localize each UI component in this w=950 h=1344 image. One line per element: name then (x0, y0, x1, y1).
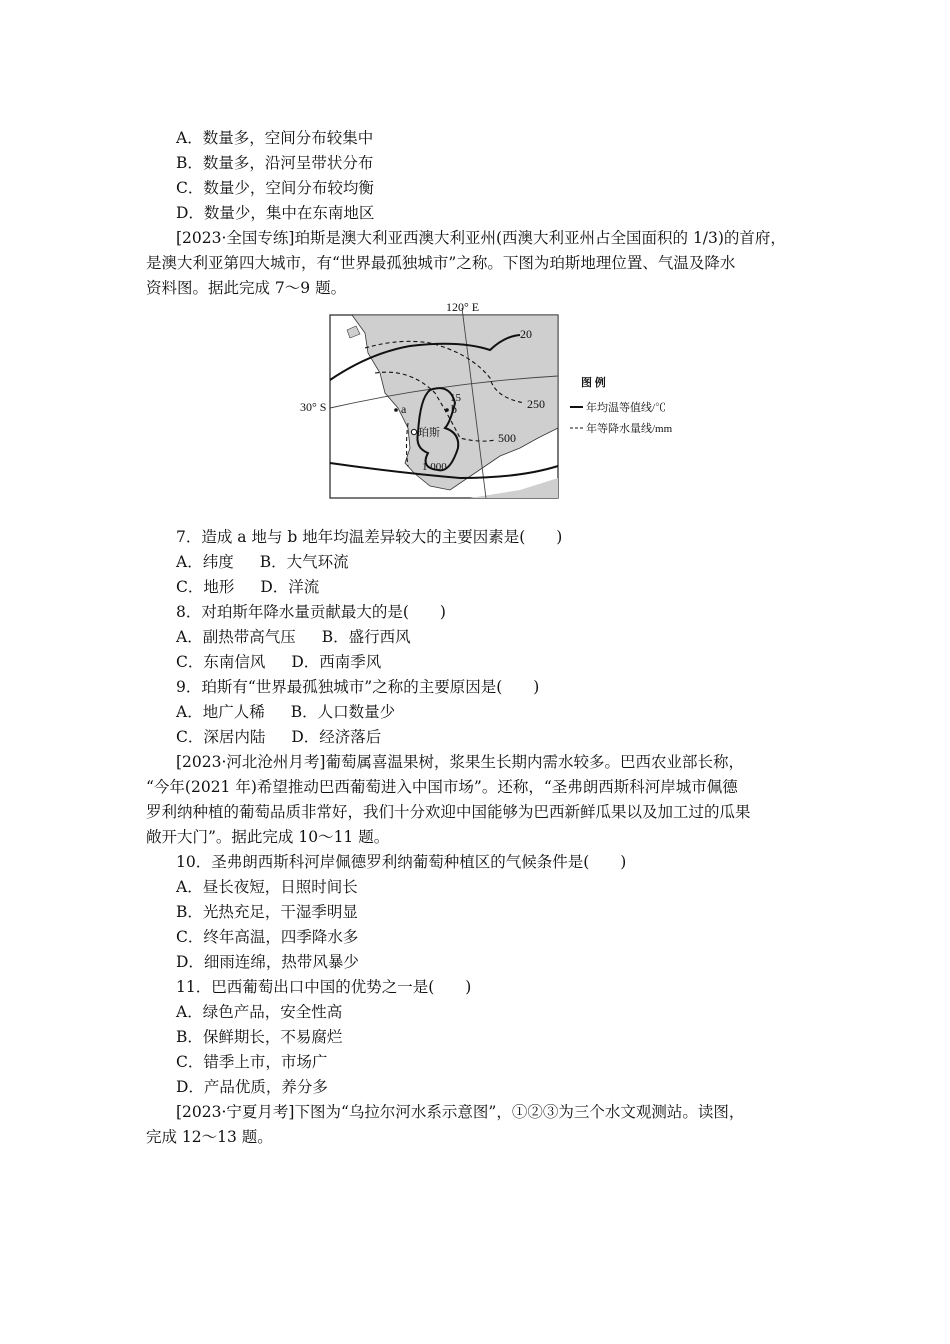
isohyet-250-label: 250 (527, 397, 545, 411)
isotherm-15-label: 15 (450, 392, 461, 404)
q10-option-c: C．终年高温，四季降水多 (176, 928, 359, 946)
point-b-label: b (451, 402, 457, 416)
legend-isohyet-label: 年等降水量线/mm (586, 423, 673, 435)
q9-stem: 9．珀斯有“世界最孤独城市”之称的主要原因是( ) (176, 678, 540, 696)
latitude-label: 30° S (300, 400, 327, 414)
q6-option-c: C．数量少，空间分布较均衡 (176, 179, 374, 197)
perth-marker (411, 429, 416, 434)
legend-isotherm-label: 年均温等值线/℃ (586, 402, 667, 414)
q8-options-ab (176, 627, 411, 647)
q11-stem: 11．巴西葡萄出口中国的优势之一是( ) (176, 978, 472, 996)
q7-stem: 7．造成 a 地与 b 地年均温差异较大的主要因素是( ) (176, 528, 563, 546)
q7-option-d: D．洋流 (260, 578, 320, 596)
q8-options-cd (176, 652, 381, 672)
intro-12-13-line2: 完成 12～13 题。 (146, 1128, 273, 1146)
q9-options-cd (176, 727, 381, 747)
intro-10-11-line1: [2023·河北沧州月考]葡萄属喜温果树，浆果生长期内需水较多。巴西农业部长称， (176, 753, 744, 771)
q9-option-c: C．深居内陆 (176, 728, 266, 746)
q11-option-d: D．产品优质，养分多 (176, 1078, 328, 1096)
intro-7-9-line2: 是澳大利亚第四大城市，有“世界最孤独城市”之称。下图为珀斯地理位置、气温及降水 (146, 254, 736, 272)
q8-option-a: A．副热带高气压 (176, 628, 296, 646)
q11-option-a: A．绿色产品，安全性高 (176, 1003, 343, 1021)
legend-title: 图 例 (581, 377, 606, 389)
longitude-label: 120° E (446, 300, 480, 314)
isohyet-1000-label: 1 000 (422, 461, 447, 473)
q8-option-c: C．东南信风 (176, 653, 266, 671)
q11-option-b: B．保鲜期长，不易腐烂 (176, 1028, 343, 1046)
q9-option-d: D．经济落后 (291, 728, 382, 746)
q10-option-d: D．细雨连绵，热带风暴少 (176, 953, 359, 971)
q10-stem: 10．圣弗朗西斯科河岸佩德罗利纳葡萄种植区的气候条件是( ) (176, 853, 627, 871)
isohyet-500-label: 500 (498, 431, 516, 445)
point-a-label: a (401, 402, 407, 416)
q10-option-b: B．光热充足，干湿季明显 (176, 903, 358, 921)
isotherm-20-label: 20 (520, 327, 532, 341)
intro-7-9-line1: [2023·全国专练]珀斯是澳大利亚西澳大利亚州(西澳大利亚州占全国面积的 1/3)的首府， (176, 229, 786, 247)
q7-options-cd (176, 577, 319, 597)
q6-option-d: D．数量少，集中在东南地区 (176, 204, 375, 222)
q11-option-c: C．错季上市，市场广 (176, 1053, 328, 1071)
q7-option-b: B．大气环流 (259, 553, 349, 571)
intro-10-11-line2: “今年(2021 年)希望推动巴西葡萄进入中国市场”。还称，“圣弗朗西斯科河岸城市佩德 (146, 778, 738, 796)
q8-option-b: B．盛行西风 (321, 628, 411, 646)
q10-option-a: A．昼长夜短，日照时间长 (176, 878, 358, 896)
point-b-marker (445, 408, 449, 412)
perth-map-figure (290, 298, 710, 506)
point-a-marker (394, 408, 398, 412)
q7-option-c: C．地形 (176, 578, 235, 596)
q6-option-b: B．数量多，沿河呈带状分布 (176, 154, 374, 172)
q9-option-b: B．人口数量少 (290, 703, 396, 721)
q7-option-a: A．纬度 (176, 553, 234, 571)
q8-stem: 8．对珀斯年降水量贡献最大的是( ) (176, 603, 446, 621)
intro-7-9-line3: 资料图。据此完成 7～9 题。 (146, 279, 347, 297)
perth-label: 珀斯 (418, 427, 440, 439)
q8-option-d: D．西南季风 (291, 653, 382, 671)
q9-options-ab (176, 702, 395, 722)
intro-12-13-line1: [2023·宁夏月考]下图为“乌拉尔河水系示意图”，①②③为三个水文观测站。读图， (176, 1103, 745, 1121)
intro-10-11-line3: 罗利纳种植的葡萄品质非常好，我们十分欢迎中国能够为巴西新鲜瓜果以及加工过的瓜果 (146, 803, 751, 821)
q9-option-a: A．地广人稀 (176, 703, 265, 721)
q6-option-a: A．数量多，空间分布较集中 (176, 129, 374, 147)
q7-options-ab (176, 552, 349, 572)
intro-10-11-line4: 敞开大门”。据此完成 10～11 题。 (146, 828, 390, 846)
